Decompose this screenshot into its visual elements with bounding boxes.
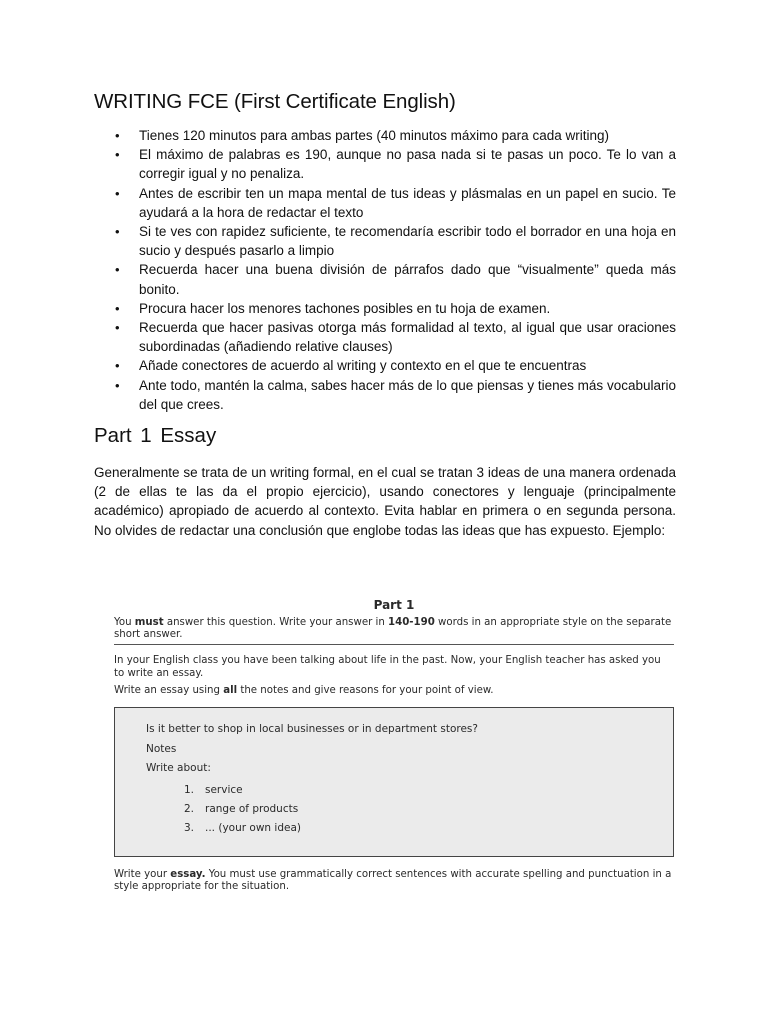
tips-list — [94, 126, 676, 414]
list-item: • El máximo de palabras es 190, aunque no pasa nada si te pasas un poco. Te lo van a corregir igual y no penaliza. — [115, 147, 676, 182]
list-item: • Antes de escribir ten un mapa mental de tus ideas y plásmalas en un papel en sucio. Te ayudará a la hora de redactar el texto — [115, 185, 676, 220]
exam-task-image — [114, 597, 674, 893]
exam-task-instruction: Write an essay using all the notes and give reasons for your point of view. — [114, 684, 494, 696]
list-item: • Añade conectores de acuerdo al writing y contexto en el que te encuentras — [94, 356, 676, 375]
bullet-icon: • — [115, 147, 120, 163]
list-item: • Recuerda hacer una buena división de párrafos dado que “visualmente” queda más bonito. — [115, 262, 676, 297]
notes-list — [184, 781, 301, 838]
bullet-icon: • — [115, 300, 120, 316]
exam-final-instruction: Write your essay. You must use grammatically correct sentences with accurate spelling and punctuation in a style appropriate for the situation. — [114, 869, 672, 893]
list-item: 2. range of products — [184, 803, 299, 816]
list-item: • Ante todo, mantén la calma, sabes hacer más de lo que piensas y tienes más vocabulario del que crees. — [115, 377, 676, 412]
section-heading: Part 1 Essay — [94, 424, 217, 448]
write-about-label: Write about: — [146, 762, 211, 775]
bullet-icon: • — [115, 128, 120, 143]
list-item: • Si te ves con rapidez suficiente, te recomendaría escribir todo el borrador en una hoja en sucio y después pasarlo a limpio — [115, 224, 676, 259]
bullet-icon: • — [115, 262, 120, 278]
intro-paragraph: Generalmente se trata de un writing formal, en el cual se tratan 3 ideas de una manera ordenada (2 de ellas te las da el propio ejercicio), usando conectores y lenguaje (principalmente académico) apropiado de acuerdo al contexto. Evita hablar en primera o en segunda persona. No olvides de redactar una conclusión que englobe todas las ideas que has expuesto. Ejemplo: — [94, 465, 676, 538]
exam-part-title: Part 1 — [373, 598, 415, 612]
bullet-icon: • — [115, 377, 120, 393]
document-page — [94, 88, 676, 540]
bullet-icon: • — [115, 224, 120, 240]
notes-label: Notes — [146, 743, 177, 756]
bullet-icon: • — [115, 185, 120, 201]
essay-question: Is it better to shop in local businesses or in department stores? — [146, 723, 478, 736]
list-item: • Recuerda que hacer pasivas otorga más formalidad al texto, al igual que usar oraciones subordinadas (añadiendo relative clauses) — [115, 320, 676, 355]
bullet-icon: • — [115, 320, 120, 336]
list-item: 1. service — [184, 784, 243, 797]
exam-instruction: You must answer this question. Write your answer in 140-190 words in an appropriate style on the separate short answer. — [114, 617, 672, 641]
divider — [114, 644, 674, 645]
exam-context: In your English class you have been talking about life in the past. Now, your English teacher has asked you to write an essay. — [114, 655, 661, 679]
list-item: • Procura hacer los menores tachones posibles en tu hoja de examen. — [94, 299, 676, 318]
list-item: 3. ... (your own idea) — [184, 822, 301, 835]
page-title: WRITING FCE (First Certificate English) — [94, 90, 456, 113]
list-item: • Tienes 120 minutos para ambas partes (40 minutos máximo para cada writing) — [94, 126, 676, 145]
essay-question-box — [114, 707, 674, 857]
bullet-icon: • — [115, 358, 120, 374]
